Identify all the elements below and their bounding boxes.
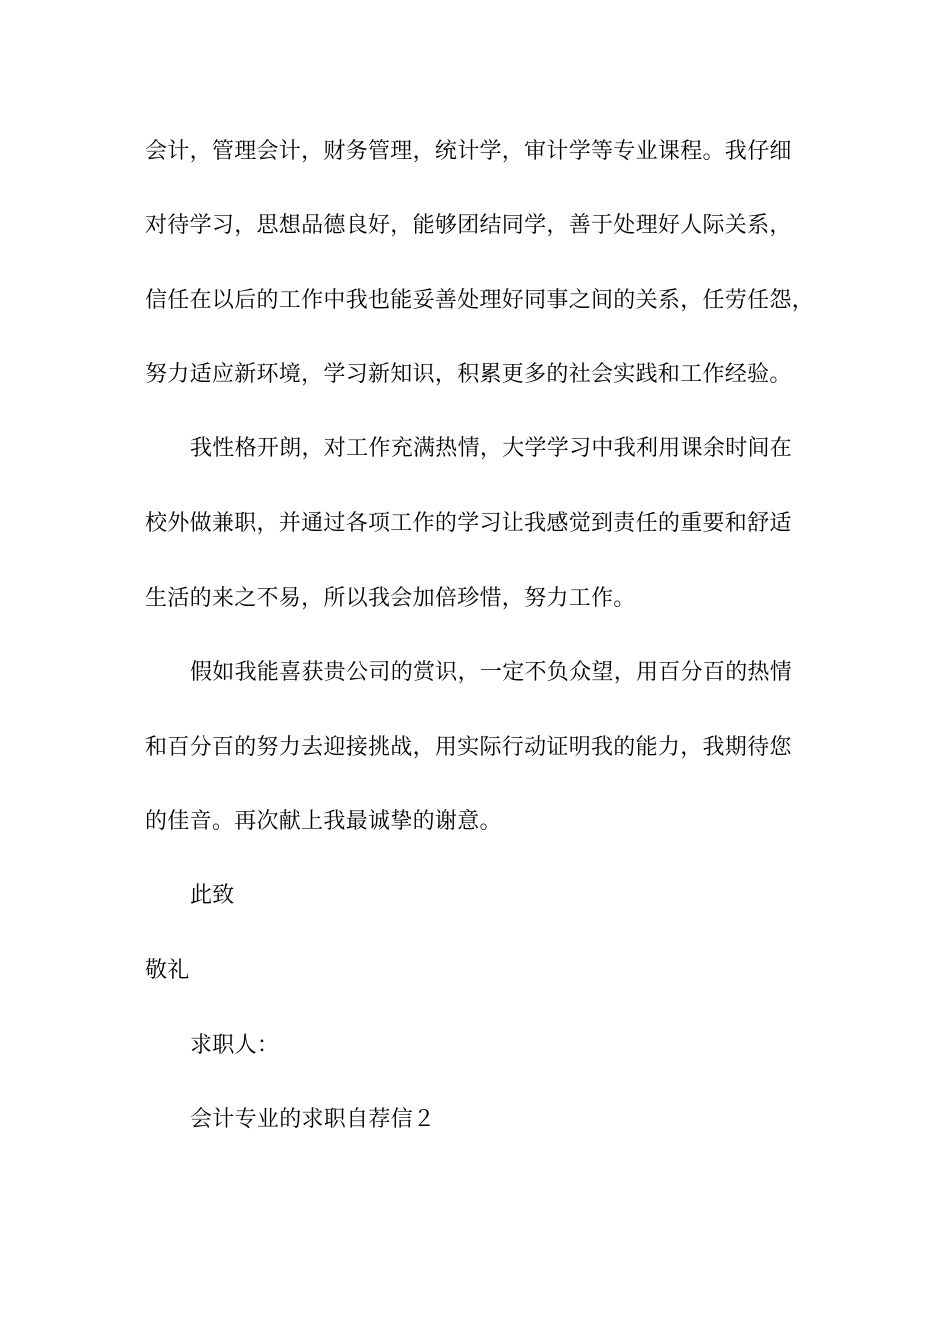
closing-regards: 敬礼: [145, 958, 190, 983]
paragraph-line: 和百分百的努力去迎接挑战，用实际行动证明我的能力，我期待您: [145, 735, 792, 760]
paragraph-line: 努力适应新环境，学习新知识，积累更多的社会实践和工作经验。: [145, 362, 792, 387]
section-heading: 会计专业的求职自荐信２: [190, 1107, 436, 1132]
applicant-signature-label: 求职人：: [190, 1033, 280, 1058]
paragraph-line: 假如我能喜获贵公司的赏识，一定不负众望，用百分百的热情: [190, 660, 793, 685]
paragraph-line: 的佳音。再次献上我最诚挚的谢意。: [145, 809, 502, 834]
paragraph-line: 信任在以后的工作中我也能妥善处理好同事之间的关系，任劳任怨，: [145, 288, 815, 313]
closing-salutation: 此致: [190, 883, 235, 908]
paragraph-line: 生活的来之不易，所以我会加倍珍惜，努力工作。: [145, 586, 636, 611]
paragraph-line: 对待学习，思想品德良好，能够团结同学，善于处理好人际关系，: [145, 213, 792, 238]
paragraph-line: 会计，管理会计，财务管理，统计学，审计学等专业课程。我仔细: [145, 139, 792, 164]
paragraph-line: 我性格开朗，对工作充满热情，大学学习中我利用课余时间在: [190, 436, 793, 461]
paragraph-line: 校外做兼职，并通过各项工作的学习让我感觉到责任的重要和舒适: [145, 511, 792, 536]
